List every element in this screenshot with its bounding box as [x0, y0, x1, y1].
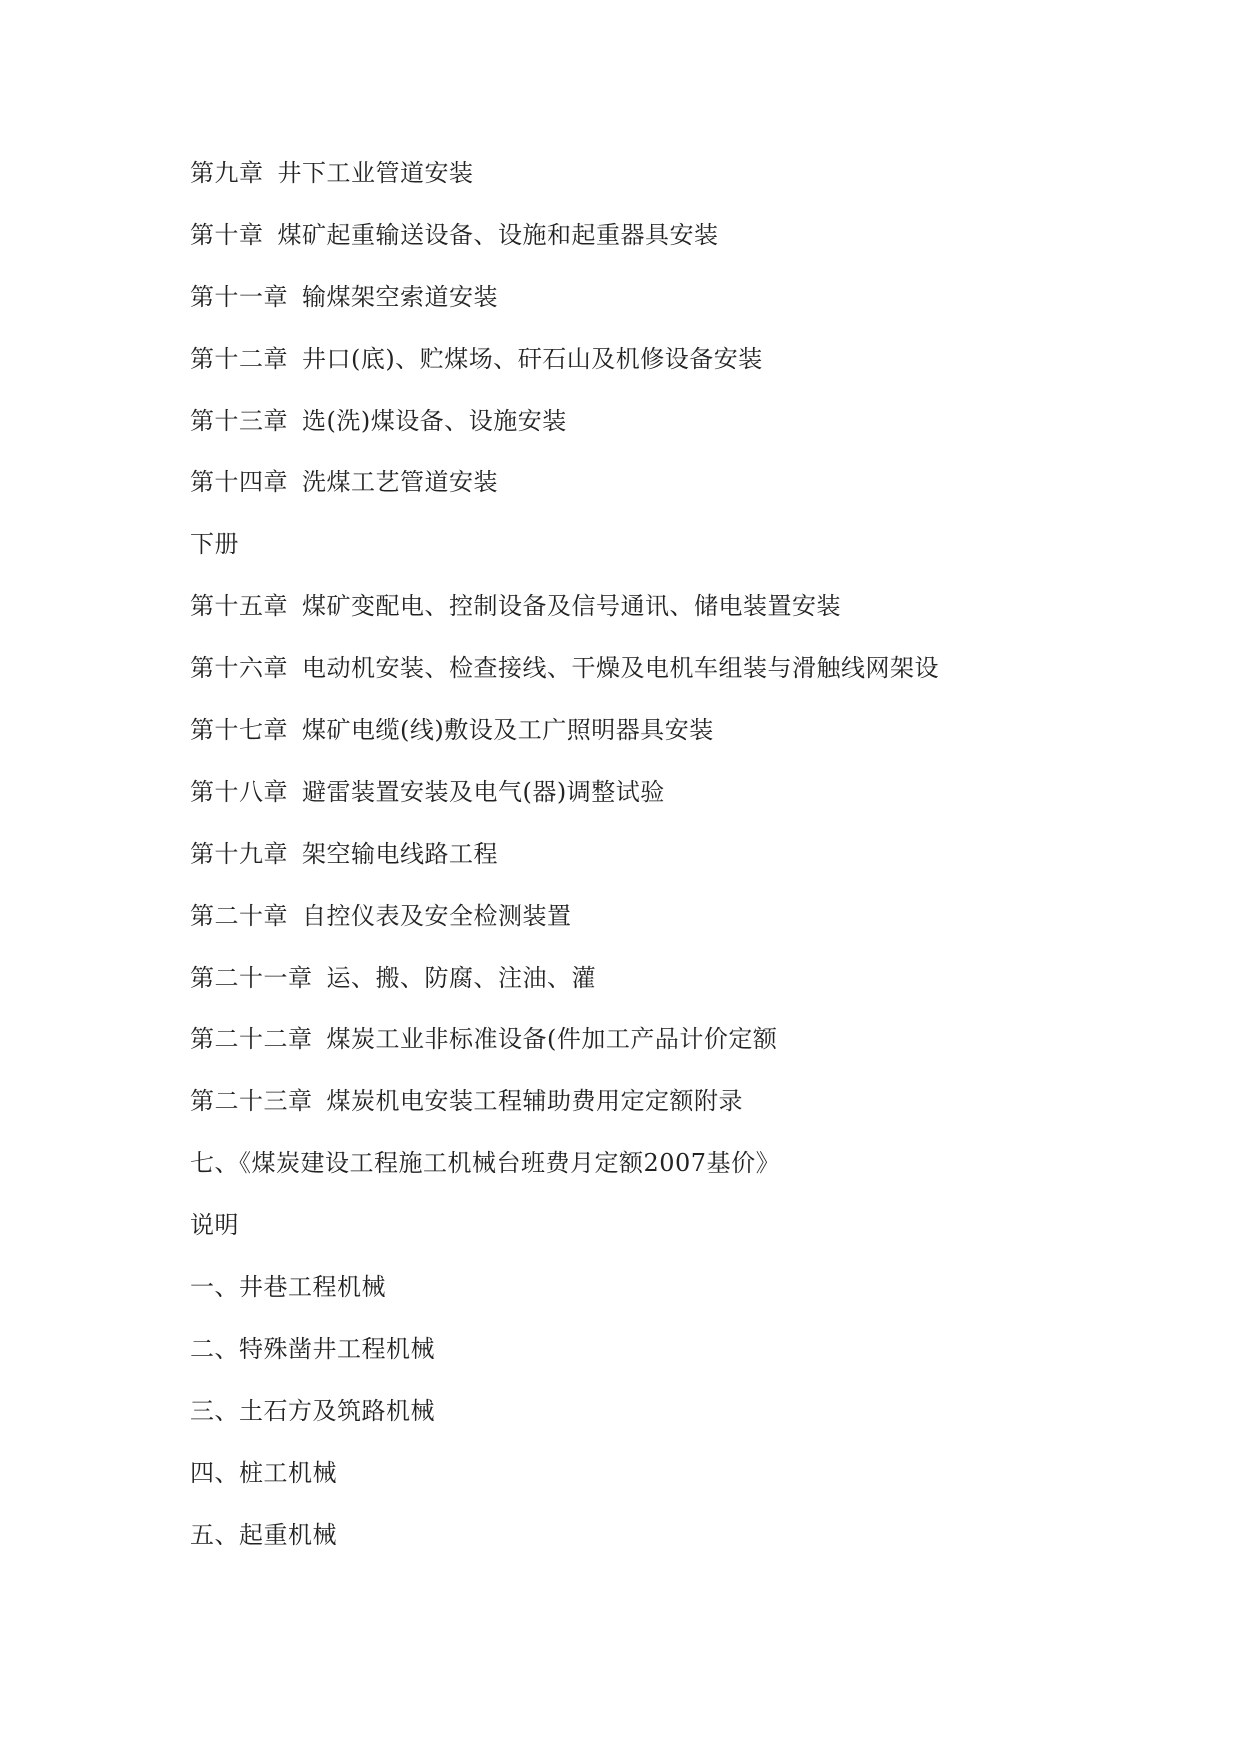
toc-line	[190, 336, 1170, 398]
list-item: 三、土石方及筑路机械	[190, 1396, 435, 1425]
toc-line	[190, 831, 1170, 893]
chapter-number: 第二十二章	[190, 1025, 313, 1054]
chapter-number: 第二十三章	[190, 1087, 313, 1116]
chapter-title: 洗煤工艺管道安装	[302, 468, 498, 497]
toc-line	[190, 769, 1170, 831]
chapter-number: 第二十章	[190, 901, 288, 930]
chapter-number: 第十三章	[190, 406, 288, 435]
chapter-number: 第二十一章	[190, 963, 313, 992]
chapter-number: 第十一章	[190, 282, 288, 311]
chapter-title: 煤炭工业非标准设备(件加工产品计价定额	[326, 1025, 778, 1054]
toc-line	[190, 893, 1170, 955]
volume-heading: 下册	[190, 530, 239, 559]
toc-line	[190, 707, 1170, 769]
chapter-number: 第十六章	[190, 654, 288, 683]
toc-line	[190, 955, 1170, 1017]
chapter-title: 架空输电线路工程	[302, 839, 498, 868]
chapter-number: 第九章	[190, 159, 264, 187]
section-heading: 七、《煤炭建设工程施工机械台班费月定额2007基价》	[190, 1149, 781, 1178]
toc-line	[190, 274, 1170, 336]
chapter-number: 第十章	[190, 220, 264, 249]
chapter-number: 第十八章	[190, 777, 288, 806]
chapter-title: 煤矿变配电、控制设备及信号通讯、储电装置安装	[302, 592, 841, 621]
chapter-title: 自控仪表及安全检测装置	[302, 901, 572, 930]
toc-line	[190, 398, 1170, 460]
toc-line	[190, 645, 1170, 707]
toc-line	[190, 1016, 1170, 1078]
toc-list	[190, 150, 1170, 1573]
chapter-title: 井口(底)、贮煤场、矸石山及机修设备安装	[302, 344, 763, 373]
chapter-title: 井下工业管道安装	[277, 159, 474, 187]
chapter-title: 选(洗)煤设备、设施安装	[302, 406, 567, 435]
list-item: 一、井巷工程机械	[190, 1273, 386, 1302]
chapter-title: 输煤架空索道安装	[302, 282, 498, 311]
section-note: 说明	[190, 1211, 239, 1240]
toc-line	[190, 212, 1170, 274]
toc-line	[190, 583, 1170, 645]
chapter-number: 第十七章	[190, 716, 288, 745]
toc-line	[190, 150, 1170, 212]
toc-line	[190, 1078, 1170, 1140]
chapter-title: 煤炭机电安装工程辅助费用定定额附录	[326, 1087, 743, 1116]
chapter-title: 运、搬、防腐、注油、灌	[326, 963, 596, 992]
chapter-title: 避雷装置安装及电气(器)调整试验	[302, 777, 665, 806]
chapter-number: 第十二章	[190, 344, 288, 373]
chapter-number: 第十九章	[190, 839, 288, 868]
list-item: 四、桩工机械	[190, 1458, 337, 1487]
chapter-title: 电动机安装、检查接线、干燥及电机车组装与滑触线网架设	[302, 654, 939, 683]
chapter-title: 煤矿起重输送设备、设施和起重器具安装	[277, 220, 719, 249]
chapter-title: 煤矿电缆(线)敷设及工广照明器具安装	[302, 716, 714, 745]
chapter-number: 第十四章	[190, 468, 288, 497]
list-item: 二、特殊凿井工程机械	[190, 1334, 435, 1363]
list-item: 五、起重机械	[190, 1520, 337, 1549]
toc-line	[190, 459, 1170, 521]
chapter-number: 第十五章	[190, 592, 288, 621]
